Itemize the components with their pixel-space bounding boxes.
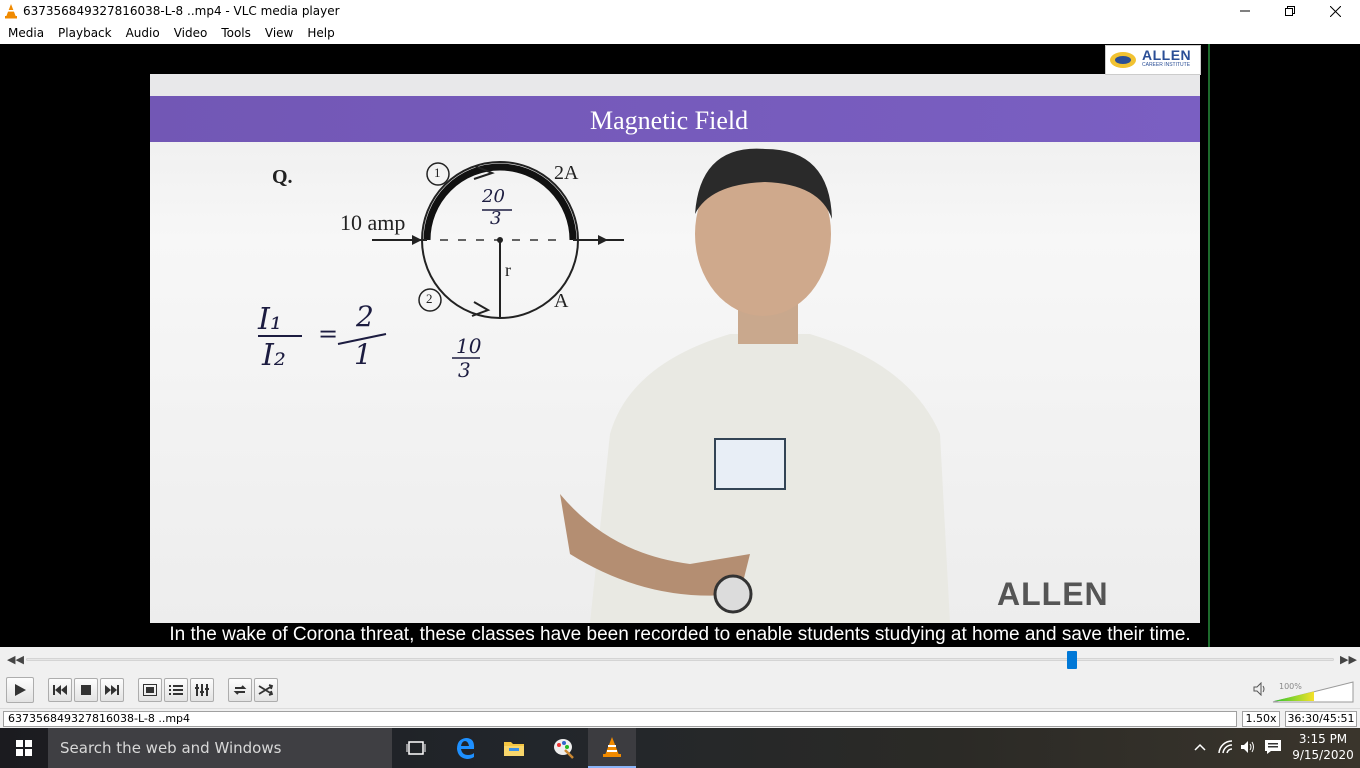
vlc-taskbar-button[interactable] (588, 728, 636, 768)
volume-tray-icon[interactable] (1240, 740, 1256, 754)
paint-icon (553, 737, 575, 759)
clock-time: 3:15 PM (1298, 732, 1348, 746)
edge-taskbar-button[interactable] (442, 728, 490, 768)
subtitle-text: In the wake of Corona threat, these classes have been recorded to enable students studying at home and save their time. (169, 624, 1191, 645)
logo-subtitle: CAREER INSTITUTE (1142, 62, 1191, 68)
wifi-icon[interactable] (1218, 740, 1234, 754)
playlist-button[interactable] (164, 678, 188, 702)
allen-emblem-icon (1109, 50, 1137, 70)
hand-10: 10 (456, 334, 482, 358)
clock-date: 9/15/2020 (1292, 748, 1354, 762)
label-2A: 2A (554, 162, 579, 184)
windows-taskbar (0, 728, 1360, 768)
menu-playback[interactable]: Playback (58, 26, 112, 40)
hand-numerator: 2 (356, 300, 374, 333)
menu-audio[interactable]: Audio (125, 26, 160, 40)
edge-icon (456, 737, 476, 759)
forward-small-icon[interactable]: ▶▶ (1340, 653, 1357, 666)
paint-taskbar-button[interactable] (540, 728, 588, 768)
seek-slider[interactable] (26, 658, 1334, 661)
allen-logo-badge (1105, 45, 1201, 75)
hand-denominator: 1 (354, 338, 372, 371)
frame-edge (1208, 44, 1210, 647)
playlist-icon (169, 684, 183, 696)
seek-row (0, 647, 1360, 672)
menu-media[interactable]: Media (8, 26, 45, 40)
close-button[interactable] (1312, 0, 1358, 22)
playback-speed[interactable]: 1.50x (1242, 711, 1280, 727)
title-bar (0, 0, 1360, 22)
node-2-label: 2 (426, 291, 433, 306)
menu-tools[interactable]: Tools (221, 26, 251, 40)
hand-3a: 3 (490, 208, 502, 229)
hand-equals: = (318, 320, 339, 348)
restore-button[interactable] (1267, 0, 1313, 22)
minimize-button[interactable] (1222, 0, 1268, 22)
next-icon (105, 685, 119, 695)
windows-logo-icon (16, 740, 32, 756)
menu-video[interactable]: Video (173, 26, 208, 40)
stop-button[interactable] (74, 678, 98, 702)
hand-20: 20 (482, 186, 505, 207)
status-filename: 637356849327816038-L-8 ..mp4 (3, 711, 1237, 727)
hand-I2: I₂ (262, 338, 286, 373)
vlc-cone-icon (602, 736, 622, 758)
hand-I1: I₁ (258, 302, 282, 337)
file-explorer-button[interactable] (490, 728, 538, 768)
menu-help[interactable]: Help (307, 26, 335, 40)
task-view-button[interactable] (392, 728, 440, 768)
label-r: r (505, 260, 511, 280)
elapsed-total-time[interactable]: 36:30/45:51 (1285, 711, 1357, 727)
instructor-figure (550, 134, 970, 623)
loop-icon (232, 684, 248, 696)
shuffle-icon (258, 684, 274, 696)
fullscreen-button[interactable] (138, 678, 162, 702)
taskbar-clock[interactable] (1290, 731, 1356, 763)
playback-controls (0, 672, 1360, 708)
status-bar (0, 708, 1360, 728)
play-button[interactable] (6, 677, 34, 703)
allen-watermark: ALLEN (997, 576, 1109, 612)
menu-bar (0, 22, 1360, 44)
play-icon (13, 683, 27, 697)
logo-word: ALLEN (1142, 47, 1192, 63)
notification-icon[interactable] (1264, 739, 1282, 755)
speaker-icon[interactable] (1253, 682, 1267, 696)
chevron-up-icon[interactable] (1194, 742, 1206, 752)
slide-title: Magnetic Field (590, 106, 749, 135)
label-A: A (554, 290, 569, 312)
close-icon (1330, 6, 1341, 17)
start-button[interactable] (0, 728, 48, 768)
taskbar-search[interactable]: Search the web and Windows (48, 728, 392, 768)
stop-icon (81, 685, 91, 695)
previous-button[interactable] (48, 678, 72, 702)
label-10amp: 10 amp (340, 210, 406, 235)
question-label: Q. (272, 166, 293, 188)
fullscreen-icon (143, 684, 157, 696)
minimize-icon (1240, 6, 1250, 16)
vlc-cone-icon (4, 3, 18, 19)
previous-icon (53, 685, 67, 695)
seek-handle[interactable] (1067, 651, 1077, 669)
extended-settings-button[interactable] (190, 678, 214, 702)
next-button[interactable] (100, 678, 124, 702)
lecture-slide (150, 74, 1200, 623)
task-view-icon (406, 740, 426, 756)
window-title: 637356849327816038-L-8 ..mp4 - VLC media player (23, 4, 340, 18)
shuffle-button[interactable] (254, 678, 278, 702)
node-1-label: 1 (434, 165, 441, 180)
restore-icon (1285, 6, 1295, 16)
hand-3b: 3 (458, 358, 471, 382)
video-surface[interactable] (0, 44, 1360, 647)
loop-button[interactable] (228, 678, 252, 702)
folder-icon (503, 739, 525, 757)
volume-percent: 100% (1279, 682, 1302, 691)
menu-view[interactable]: View (264, 26, 294, 40)
rewind-small-icon[interactable]: ◀◀ (7, 653, 24, 666)
equalizer-icon (195, 684, 209, 696)
